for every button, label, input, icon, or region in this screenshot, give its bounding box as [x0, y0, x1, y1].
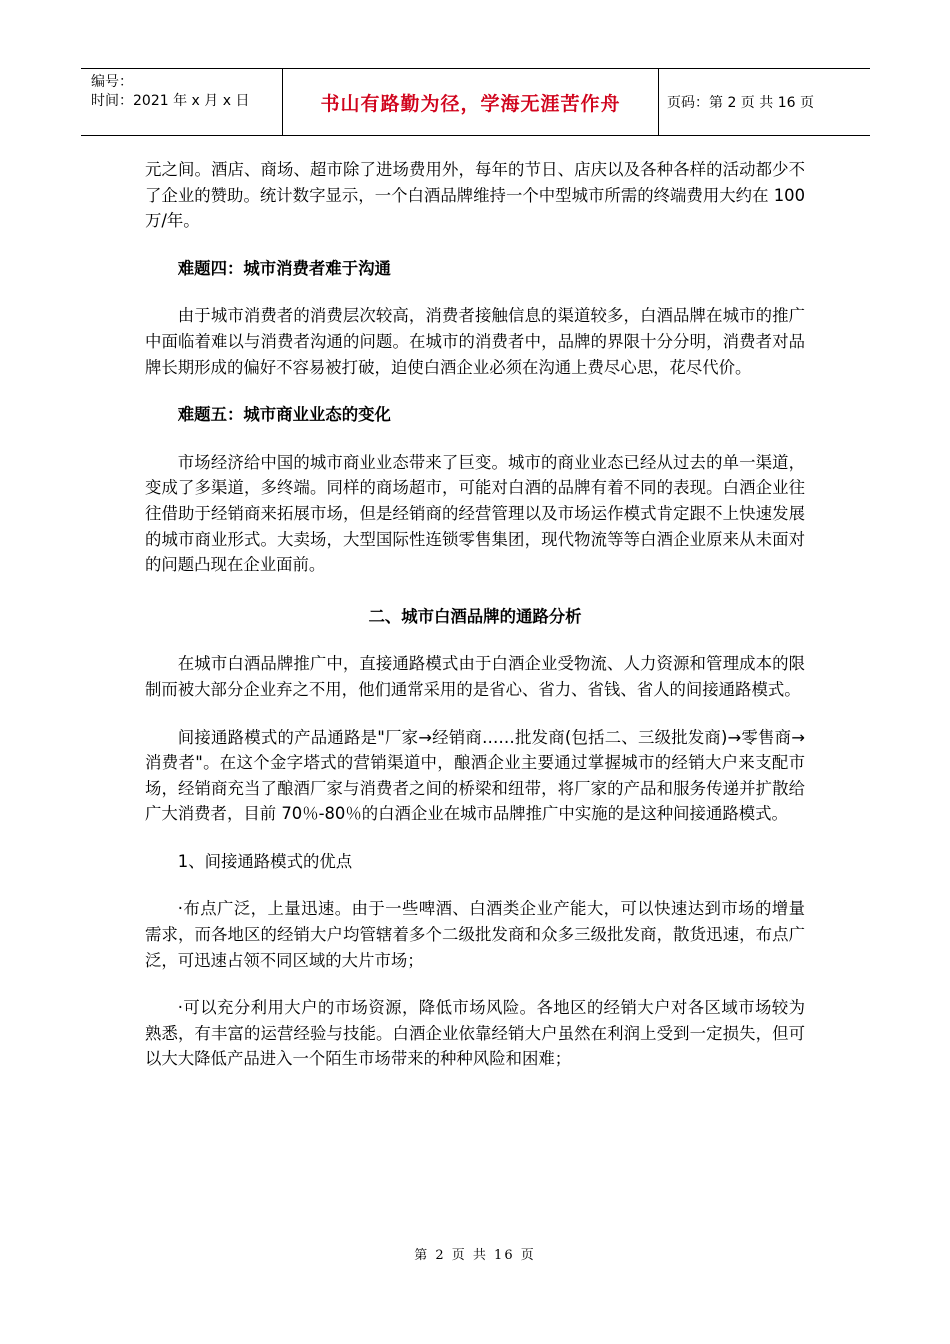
- page-info: 页码：第 2 页 共 16 页: [667, 95, 814, 111]
- heading-problem-four: 难题四：城市消费者难于沟通: [177, 258, 391, 278]
- subheading-advantages: 1、间接通路模式的优点: [177, 851, 353, 871]
- paragraph-section-two-1: 在城市白酒品牌推广中，直接通路模式由于白酒企业受物流、人力资源和管理成本的限制而被大部分企业弃之不用，他们通常采用的是省心、省力、省钱、省人的间接通路模式。: [145, 654, 805, 699]
- paragraph-problem-five: 市场经济给中国的城市商业业态带来了巨变。城市的商业业态已经从过去的单一渠道，变成了多渠道，多终端。同样的商场超市，可能对白酒的品牌有着不同的表现。白酒企业往往借助于经销商来拓展市场，但是经销商的经营管理以及市场运作模式肯定跟不上快速发展的城市商业形式。大卖场，大型国际性连锁零售集团，现代物流等等白酒企业原来从未面对的问题凸现在企业面前。: [145, 452, 805, 575]
- page-footer: 第 2 页 共 16 页: [414, 1248, 536, 1263]
- paragraph-bullet-1: ·布点广泛，上量迅速。由于一些啤酒、白酒类企业产能大，可以快速达到市场的增量需求，而各地区的经销大户均管辖着多个二级批发商和众多三级批发商，散货迅速，布点广泛，可迅速占领不同区域的大片市场；: [145, 899, 805, 970]
- header-page-cell: [659, 69, 870, 135]
- page-header: [81, 68, 870, 136]
- heading-section-two: 二、城市白酒品牌的通路分析: [368, 606, 582, 626]
- paragraph-bullet-2: ·可以充分利用大户的市场资源，降低市场风险。各地区的经销大户对各区域市场较为熟悉，有丰富的运营经验与技能。白酒企业依靠经销大户虽然在利润上受到一定损失，但可以大大降低产品进入一个陌生市场带来的种种风险和困难；: [145, 998, 805, 1069]
- time-label: 时间：2021 年 x 月 x 日: [91, 93, 250, 109]
- number-label: 编号：: [91, 74, 133, 90]
- document-body: [145, 157, 805, 1094]
- heading-problem-five: 难题五：城市商业业态的变化: [177, 405, 391, 425]
- paragraph-section-two-2: 间接通路模式的产品通路是"厂家→经销商……批发商(包括二、三级批发商)→零售商→消费者"。在这个金字塔式的营销渠道中，酿酒企业主要通过掌握城市的经销大户来支配市场，经销商充当了酿酒厂家与消费者之间的桥梁和纽带，将厂家的产品和服务传递并扩散给广大消费者，目前 70％-80％的白酒企业在城市品牌推广中实施的是这种间接通路模式。: [145, 727, 805, 824]
- header-motto-cell: [283, 69, 659, 135]
- header-meta-cell: [81, 69, 283, 135]
- paragraph-intro: 元之间。酒店、商场、超市除了进场费用外，每年的节日、店庆以及各种各样的活动都少不了企业的赞助。统计数字显示，一个白酒品牌维持一个中型城市所需的终端费用大约在 100 万/年。: [145, 160, 805, 231]
- motto-text: 书山有路勤为径，学海无涯苦作舟: [320, 92, 621, 115]
- paragraph-problem-four: 由于城市消费者的消费层次较高，消费者接触信息的渠道较多，白酒品牌在城市的推广中面临着难以与消费者沟通的问题。在城市的消费者中，品牌的界限十分分明，消费者对品牌长期形成的偏好不容易被打破，迫使白酒企业必须在沟通上费尽心思，花尽代价。: [145, 306, 805, 377]
